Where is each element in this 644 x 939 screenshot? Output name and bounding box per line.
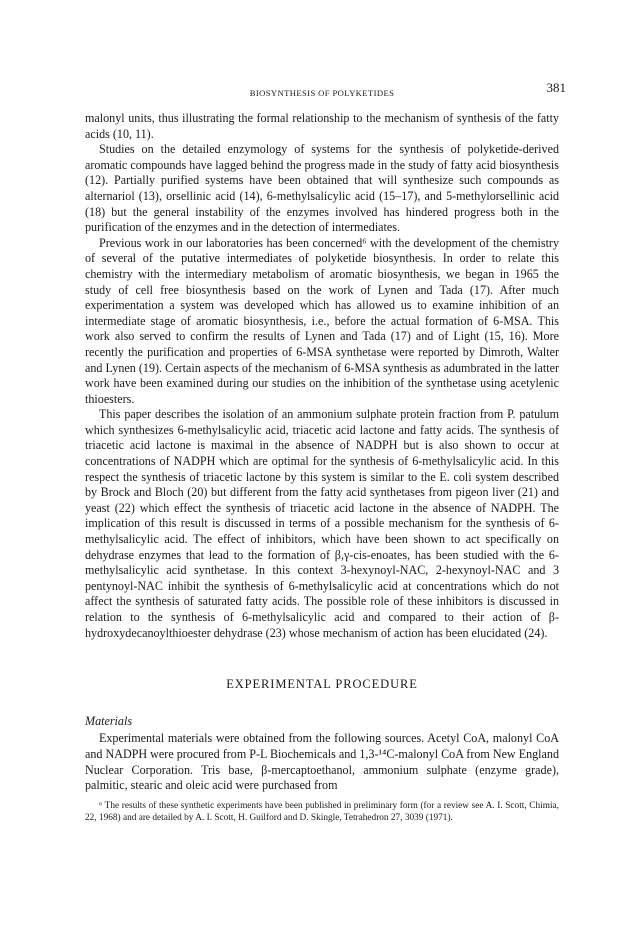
paragraph-continuation: malonyl units, thus illustrating the formal relationship to the mechanism of synthesis of the fatty acids (10, 11). <box>85 111 559 141</box>
body-text <box>85 111 559 824</box>
section-heading: EXPERIMENTAL PROCEDURE <box>226 677 418 692</box>
paragraph-previous-work: Previous work in our laboratories has been concerned⁶ with the development of the chemistry of several of the putative intermediates of polyketide biosynthesis. In order to relate this chemistry with the intermediary metabolism of aromatic biosynthesis, we began in 1965 the study of cell free biosynthesis based on the work of Lynen and Tada (17). After much experimentation a system was developed which has allowed us to examine inhibition of an intermediate stage of aromatic biosynthesis, i.e., before the actual formation of 6-MSA. This work also served to confirm the results of Lynen and Tada (17) and of Light (15, 16). More recently the purification and properties of 6-MSA synthetase were reported by Dimroth, Walter and Lynen (19). Certain aspects of the mechanism of 6-MSA synthesis as adumbrated in the latter work have been examined during our studies on the inhibition of the synthetase using acetylenic thioesters. <box>85 235 559 406</box>
paragraph-enzymology: Studies on the detailed enzymology of systems for the synthesis of polyketide-derived aromatic compounds have lagged behind the progress made in the study of fatty acid biosynthesis (12). Partially purified systems have been obtained that will synthesize such compounds as alternariol (13), orsellinic acid (14), 6-methylsalicylic acid (15–17), and 5-methylorsellinic acid (18) but the general instability of the enzymes involved has hindered progress both in the purification of the enzymes and in the detection of intermediates. <box>85 142 559 235</box>
running-header-title: BIOSYNTHESIS OF POLYKETIDES <box>249 88 395 98</box>
footnote: ⁶ The results of these synthetic experiments have been published in preliminary form (for a review see A. I. Scott, Chimia, 22, 1968) and are detailed by A. I. Scott, H. Guilford and D. Skingle, Tetrahedron 27, 3039 (1971). <box>85 800 559 823</box>
paragraph-materials: Experimental materials were obtained from the following sources. Acetyl CoA, malonyl CoA and NADPH were procured from P-L Biochemicals and 1,3-¹⁴C-malonyl CoA from New England Nuclear Corporation. Tris base, β-mercaptoethanol, ammonium sulphate (enzyme grade), palmitic, stearic and oleic acid were purchased from <box>85 731 559 793</box>
page-number: 381 <box>546 80 566 95</box>
paragraph-this-paper: This paper describes the isolation of an ammonium sulphate protein fraction from P. patulum which synthesizes 6-methylsalicylic acid, triacetic acid lactone and fatty acids. The synthesis of triacetic acid lactone is maximal in the absence of NADPH but is also shown to occur at concentrations of NADPH which are optimal for the synthesis of 6-methylsalicylic acid. In this respect the synthesis of triacetic lactone by this system is similar to the E. coli system described by Brock and Bloch (20) but different from the fatty acid synthetases from pigeon liver (21) and yeast (22) which effect the synthesis of triacetic acid lactone in the absence of NADPH. The implication of this result is discussed in terms of a possible mechanism for the synthesis of 6-methylsalicylic acid. The effect of inhibitors, which have been shown to act specifically on dehydrase enzymes that lead to the formation of β,γ-cis-enoates, has been studied with the 6-methylsalicylic acid synthetase. In this context 3-hexynoyl-NAC, 2-hexynoyl-NAC and 3 pentynoyl-NAC inhibit the synthesis of 6-methylsalicylic acid at concentrations which do not affect the synthesis of saturated fatty acids. The possible role of these inhibitors is discussed in relation to the synthesis of 6-methylsalicylic acid and compared to their action of β-hydroxydecanoylthioester dehydrase (23) whose mechanism of action has been elucidated (24). <box>85 407 559 640</box>
subsection-heading: Materials <box>85 713 133 728</box>
